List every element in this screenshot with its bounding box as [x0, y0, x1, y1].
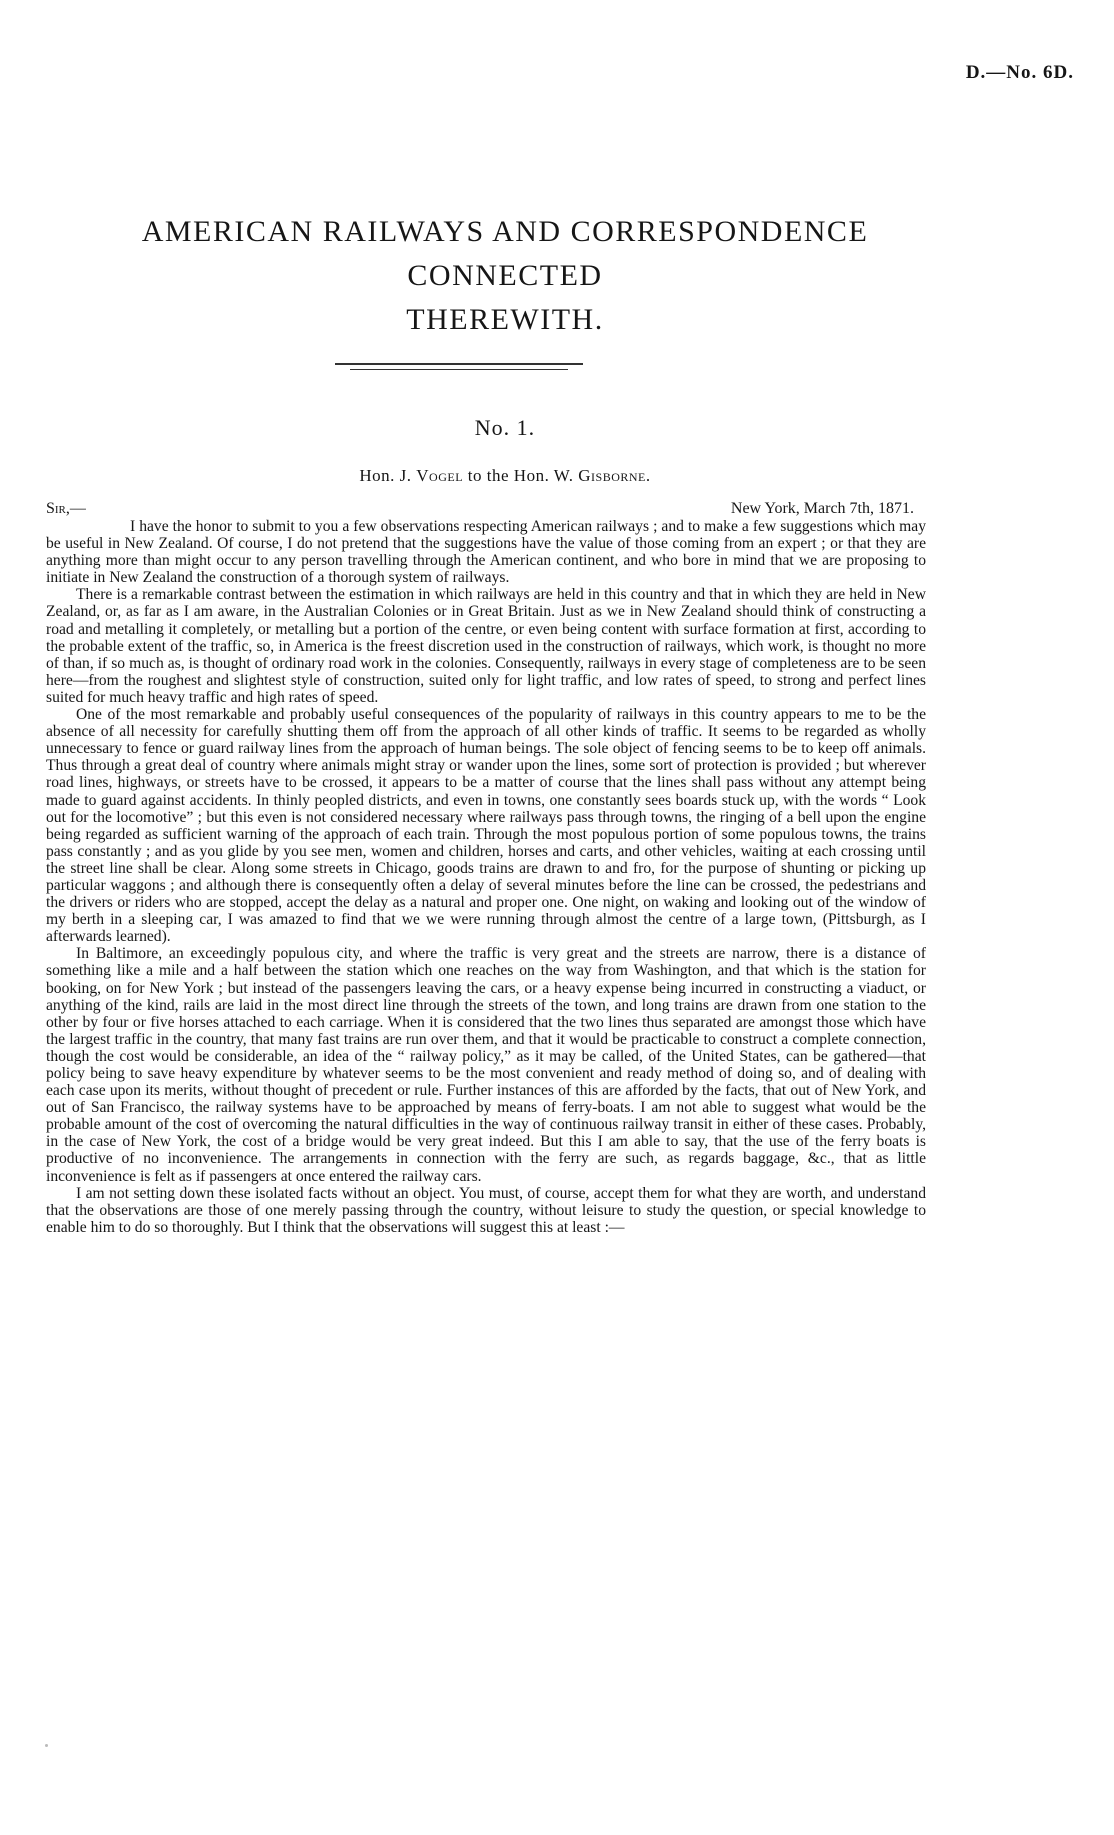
dateline: New York, March 7th, 1871. [730, 500, 914, 517]
paragraph-1: I have the honor to submit to you a few observations respecting American railways ; and to make a few suggestions which may be useful in New Zealand. Of course, I do not pretend that the suggestions have the value of those coming from an expert ; or that they are anything more than might occur to any person travelling through the American continent, and who bore in mind that we are proposing to initiate in New Zealand the construction of a thorough system of railways. [46, 518, 926, 587]
letter-body [46, 518, 926, 1236]
salutation: Sir,— [46, 500, 86, 517]
divider-rule [335, 363, 583, 365]
paragraph-3: One of the most remarkable and probably useful consequences of the popularity of railways in this country appears to me to be the absence of all necessity for carefully shutting them off from the approach of all other kinds of traffic. It seems to be regarded as wholly unnecessary to fence or guard railway lines from the approach of human beings. The sole object of fencing seems to be to keep off animals. Thus through a great deal of country where animals might stray or wander upon the lines, some sort of protection is provided ; but wherever road lines, highways, or streets have to be crossed, it appears to be a matter of course that the lines shall pass without any attempt being made to guard against accidents. In thinly peopled districts, and even in towns, one constantly sees boards stuck up, with the words “ Look out for the locomotive” ; but this even is not considered necessary where railways pass through towns, the ringing of a bell upon the engine being regarded as sufficient warning of the approach of each train. Through the most populous portion of some populous towns, the trains pass constantly ; and as you glide by you see men, women and children, horses and carts, and other vehicles, waiting at each crossing until the street line shall be clear. Along some streets in Chicago, goods trains are drawn to and fro, for the purpose of shunting or picking up particular waggons ; and although there is consequently often a delay of several minutes before the line can be crossed, the pedestrians and the drivers or riders who are stopped, accept the delay as a natural and proper one. One night, on waking and looking out of the window of my berth in a sleeping car, I was amazed to find that we we were running through almost the centre of a large town, (Pittsburgh, as I afterwards learned). [46, 706, 926, 946]
letter-heading [60, 466, 950, 486]
section-number: No. 1. [474, 415, 536, 440]
paragraph-5: I am not setting down these isolated facts without an object. You must, of course, accept them for what they are worth, and understand that the observations are those of one merely passing through the country, without leisure to study the question, or special knowledge to enable him to do so thoroughly. But I think that the observations will suggest this at least :— [46, 1184, 926, 1236]
from-name: Vogel [416, 466, 464, 485]
from-prefix: Hon. J. [359, 466, 417, 485]
divider-rule-thin [350, 369, 568, 370]
title-line-2: THEREWITH. [406, 303, 604, 336]
to-prefix: to the Hon. W. [463, 466, 579, 485]
document-reference: D.—No. 6D. [965, 62, 1074, 83]
paragraph-4: In Baltimore, an exceedingly populous city, and where the traffic is very great and the streets are narrow, there is a distance of something like a mile and a half between the station which one reaches on the way from Washington, and that which is the station for booking, on for New York ; but instead of the passengers leaving the cars, or a heavy expense being incurred in constructing a viaduct, or anything of the kind, rails are laid in the most direct line through the streets of the town, and long trains are drawn from one station to the other by four or five horses attached to each carriage. When it is considered that the two lines thus separated are amongst those which have the largest traffic in the country, that many fast trains are run over them, and that it would be practicable to construct a complete connection, though the cost would be considerable, an idea of the “ railway policy,” as it may be called, of the United States, can be gathered—that policy being to save heavy expenditure by whatever seems to be the most convenient and ready method of doing so, and of dealing with each case upon its merits, without thought of precedent or rule. Further instances of this are afforded by the facts, that out of New York, and out of San Francisco, the railway systems have to be approached by means of ferry-boats. I am not able to suggest what would be the probable amount of the cost of overcoming the natural difficulties in the way of continuous railway transit in either of these cases. Probably, in the case of New York, the cost of a bridge would be very great indeed. But this I am able to say, that the use of the ferry boats is productive of no inconvenience. The arrangements in connection with the ferry are such, as regards baggage, &c., that as little inconvenience is felt as if passengers at once entered the railway cars. [46, 945, 926, 1185]
document-title [60, 210, 950, 342]
title-line-1: AMERICAN RAILWAYS AND CORRESPONDENCE CONNECTED [141, 215, 869, 292]
page-speck [45, 1744, 48, 1747]
paragraph-2: There is a remarkable contrast between the estimation in which railways are held in this country and that in which they are held in New Zealand, or, as far as I am aware, in the Australian Colonies or in Great Britain. Just as we in New Zealand should think of constructing a road and metalling it completely, or metalling but a portion of the centre, or even being content with surface formation at first, according to the probable extent of the traffic, so, in America is the freest discretion used in the construction of railways, which work, is thought no more of than, if so much as, is thought of ordinary road work in the colonies. Consequently, railways in every stage of completeness are to be seen here—from the roughest and slightest style of construction, suited only for light traffic, and low rates of speed, to strong and perfect lines suited for much heavy traffic and high rates of speed. [46, 586, 926, 706]
to-name: Gisborne [578, 466, 646, 485]
to-suffix: . [645, 466, 651, 485]
